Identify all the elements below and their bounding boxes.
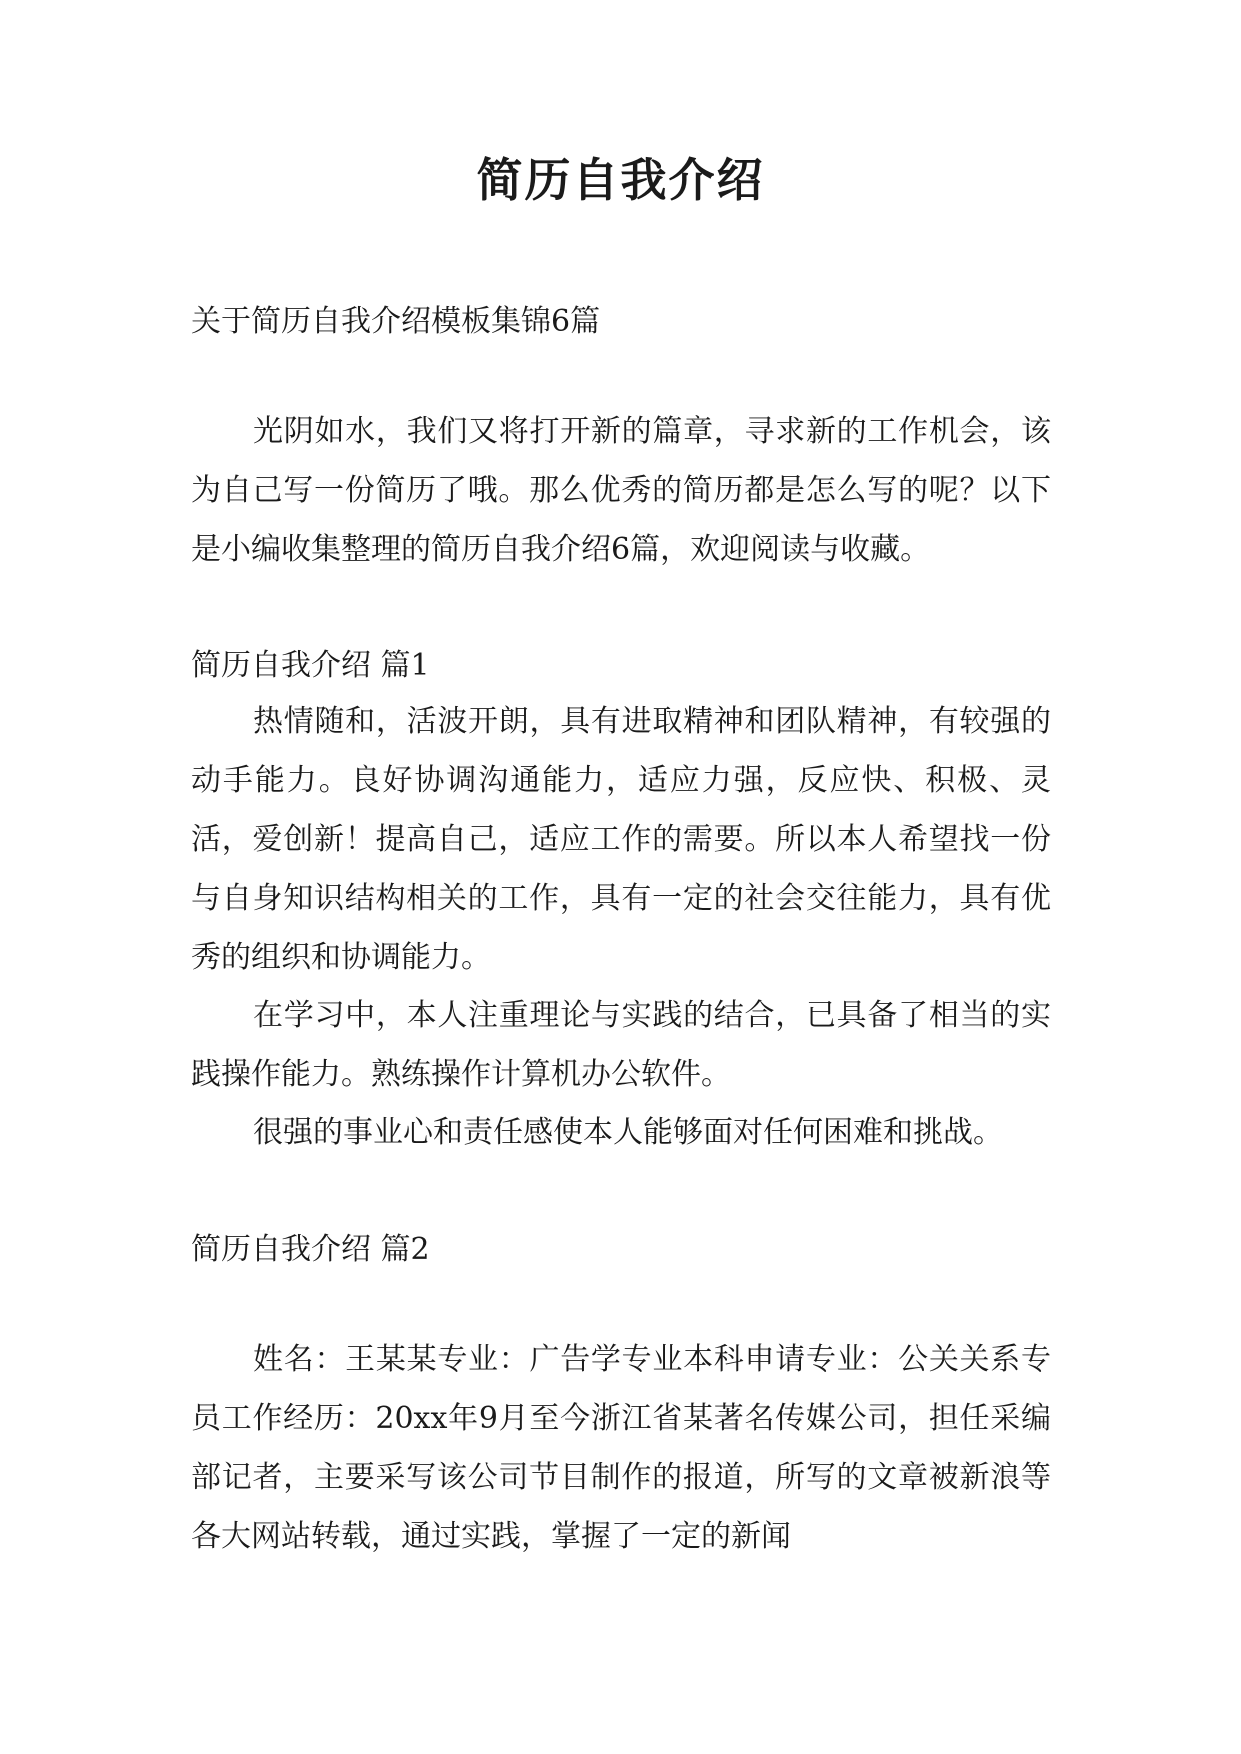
section-1-paragraph-2: 在学习中，本人注重理论与实践的结合，已具备了相当的实践操作能力。熟练操作计算机办公软件。: [191, 998, 1051, 1092]
section-1-paragraph-1: 热情随和，活波开朗，具有进取精神和团队精神，有较强的动手能力。良好协调沟通能力，适应力强，反应快、积极、灵活，爱创新！提高自己，适应工作的需要。所以本人希望找一份与自身知识结构相关的工作，具有一定的社会交往能力，具有优秀的组织和协调能力。: [191, 704, 1051, 975]
section-2-paragraph-1: 姓名：王某某专业：广告学专业本科申请专业：公关关系专员工作经历：20xx年9月至今浙江省某著名传媒公司，担任采编部记者，主要采写该公司节目制作的报道，所写的文章被新浪等各大网站转载，通过实践，掌握了一定的新闻: [191, 1342, 1051, 1554]
section-1-paragraph-3: 很强的事业心和责任感使本人能够面对任何困难和挑战。: [253, 1115, 1003, 1150]
section-heading-2: 简历自我介绍 篇2: [191, 1232, 430, 1267]
intro-paragraph: 光阴如水，我们又将打开新的篇章，寻求新的工作机会，该为自己写一份简历了哦。那么优秀的简历都是怎么写的呢？以下是小编收集整理的简历自我介绍6篇，欢迎阅读与收藏。: [191, 414, 1051, 567]
document-subtitle: 关于简历自我介绍模板集锦6篇: [191, 304, 601, 339]
document-title: 简历自我介绍: [476, 153, 765, 207]
section-heading-1: 简历自我介绍 篇1: [191, 648, 430, 683]
